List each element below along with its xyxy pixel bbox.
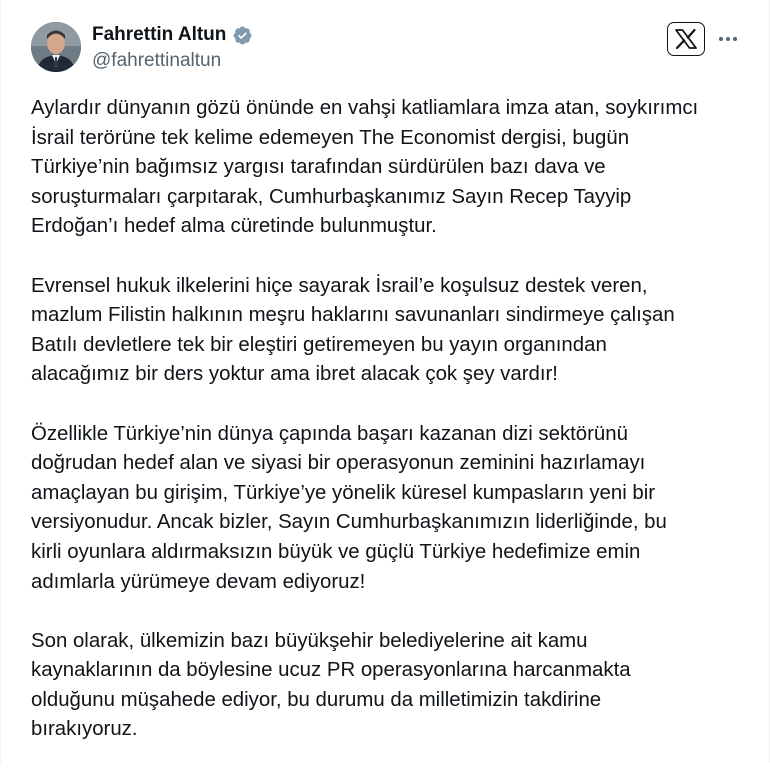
avatar[interactable] bbox=[31, 22, 81, 72]
post-text-line: olduğunu müşahede ediyor, bu durumu da milletimizin takdirine bbox=[31, 688, 602, 711]
post-paragraph bbox=[31, 272, 751, 390]
post-paragraph bbox=[31, 627, 751, 745]
verified-badge-icon[interactable] bbox=[232, 25, 253, 46]
post-text-line: Son olarak, ülkemizin bazı büyükşehir belediyelerine ait kamu bbox=[31, 629, 588, 652]
post-text bbox=[31, 94, 751, 775]
post-text-line: soruşturmaları çarpıtarak, Cumhurbaşkanımız Sayın Recep Tayyip bbox=[31, 185, 632, 208]
post-text-line: bırakıyoruz. bbox=[31, 718, 138, 741]
x-logo-icon[interactable] bbox=[667, 22, 705, 56]
post-text-line: Türkiye’nin bağımsız yargısı tarafından sürdürülen bazı dava ve bbox=[31, 156, 606, 179]
post-text-line: İsrail terörüne tek kelime edemeyen The Economist dergisi, bugün bbox=[31, 126, 630, 149]
post-text-line: doğrudan hedef alan ve siyasi bir operasyonun zeminini hazırlamayı bbox=[31, 452, 646, 475]
post-text-line: kirli oyunlara aldırmaksızın büyük ve güçlü Türkiye hedefimize emin bbox=[31, 540, 641, 563]
post-header bbox=[1, 0, 770, 90]
post-text-line: Aylardır dünyanın gözü önünde en vahşi katliamlara imza atan, soykırımcı bbox=[31, 97, 699, 119]
post-text-line: Batılı devletlere tek bir eleştiri getiremeyen bu yayın organından bbox=[31, 333, 607, 356]
post-text-line: Erdoğan’ı hedef alma cüretinde bulunmuştur. bbox=[31, 215, 437, 238]
author-handle[interactable]: @fahrettinaltun bbox=[92, 50, 222, 71]
post-text-line: kaynaklarının da böylesine ucuz PR operasyonlarına harcanmakta bbox=[31, 659, 631, 682]
author-name[interactable]: Fahrettin Altun bbox=[92, 24, 227, 45]
post-text-line: Özellikle Türkiye’nin dünya çapında başarı kazanan dizi sektörünü bbox=[31, 422, 628, 445]
post-text-line: adımlarla yürümeye devam ediyoruz! bbox=[31, 570, 366, 593]
post-text-line: amaçlayan bu girişim, Türkiye’ye yönelik küresel kumpasların yeni bir bbox=[31, 481, 656, 504]
post-text-line: versiyonudur. Ancak bizler, Sayın Cumhurbaşkanımızın liderliğinde, bu bbox=[31, 511, 667, 534]
post-paragraph bbox=[31, 94, 751, 242]
post-paragraph bbox=[31, 420, 751, 598]
author-name-row bbox=[92, 22, 253, 48]
more-options-icon[interactable] bbox=[715, 28, 741, 50]
post-text-line: Evrensel hukuk ilkelerini hiçe sayarak İsrail’e koşulsuz destek veren, bbox=[31, 274, 648, 297]
avatar-image bbox=[31, 22, 81, 72]
post-text-line: mazlum Filistin halkının meşru haklarını savunanları sindirmeye çalışan bbox=[31, 304, 675, 327]
post-text-line: alacağımız bir ders yoktur ama ibret alacak çok şey vardır! bbox=[31, 363, 558, 386]
